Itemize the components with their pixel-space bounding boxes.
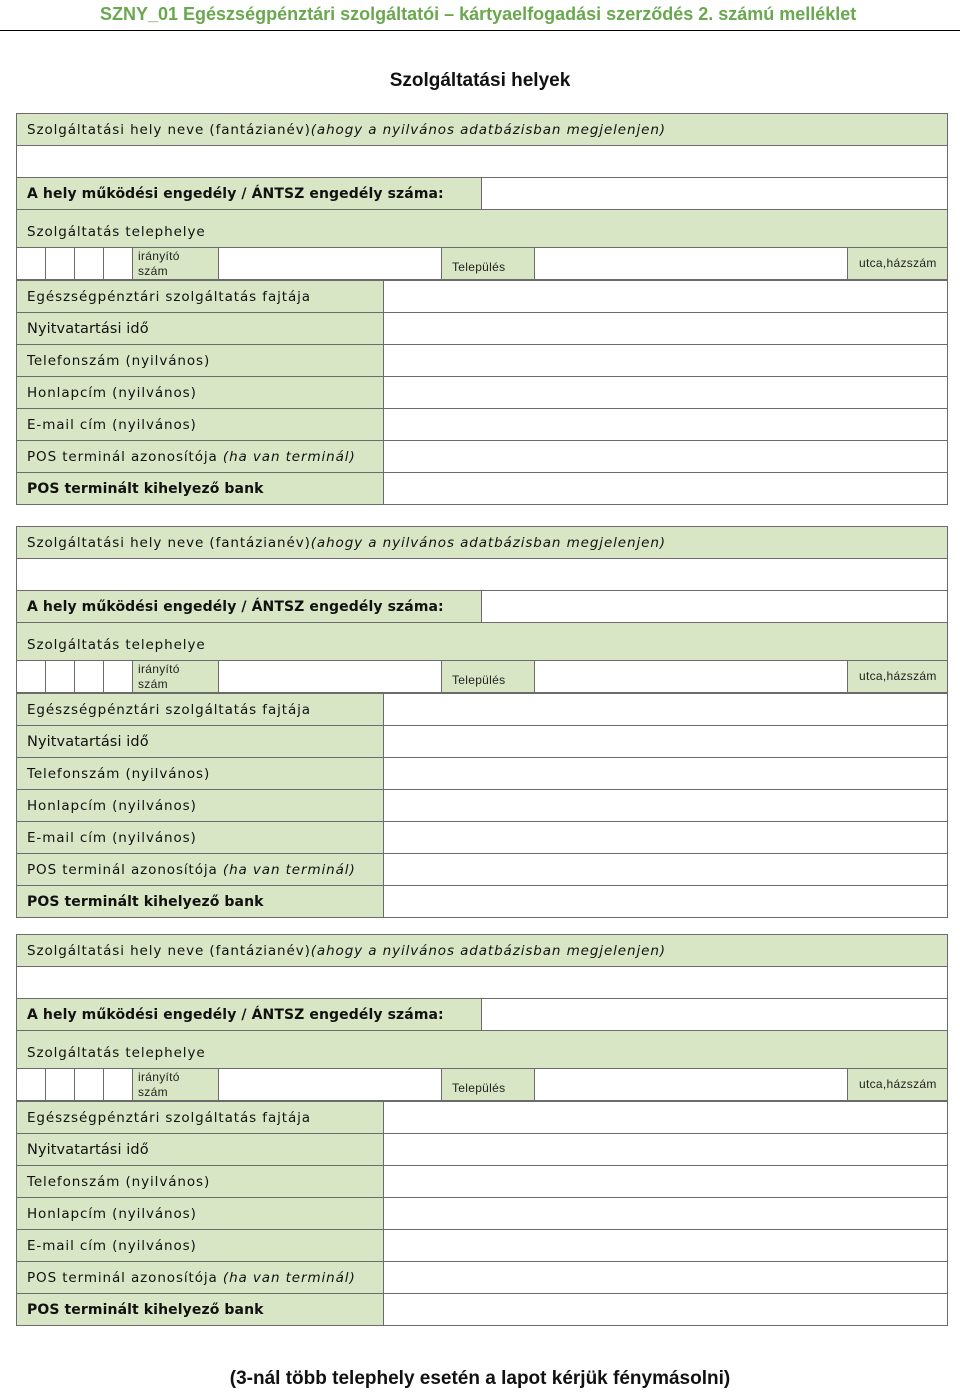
site-label-row [16, 209, 948, 247]
address-row [16, 247, 948, 280]
site-label-row [16, 1030, 948, 1068]
hours-label: Nyitvatartási idő [27, 1141, 149, 1158]
pos-row [16, 853, 948, 886]
name-label: Szolgáltatási hely neve (fantázianév) [27, 121, 311, 138]
footer-note: (3-nál több telephely esetén a lapot kérjük fénymásolni) [229, 1368, 731, 1389]
document-header-title: SZNY_01 Egészségpénztári szolgáltatói – kártyaelfogadási szerződés 2. számú melléklet [100, 4, 857, 24]
site-label-row [16, 622, 948, 660]
hours-label: Nyitvatartási idő [27, 320, 149, 337]
city-input[interactable] [534, 247, 848, 280]
type-input[interactable] [383, 1101, 948, 1134]
web-input[interactable] [383, 376, 948, 409]
license-input[interactable] [481, 177, 948, 210]
name-label-row [16, 934, 948, 967]
zip-digit-2-input[interactable] [45, 247, 75, 280]
license-row [16, 590, 948, 623]
type-input[interactable] [383, 280, 948, 313]
bank-label: POS terminált kihelyező bank [27, 893, 264, 910]
zip-label: irányító szám [138, 662, 180, 691]
email-label: E-mail cím (nyilvános) [27, 829, 197, 846]
email-input[interactable] [383, 408, 948, 441]
address-row [16, 660, 948, 693]
web-row [16, 789, 948, 822]
pos-row [16, 440, 948, 473]
hours-row [16, 312, 948, 345]
pos-label: POS terminál azonosítója [27, 448, 218, 465]
document-header [0, 0, 960, 31]
license-label: A hely működési engedély / ÁNTSZ engedély száma: [27, 1006, 444, 1023]
zip-input[interactable] [218, 247, 442, 280]
phone-input[interactable] [383, 1165, 948, 1198]
site-label: Szolgáltatás telephelye [27, 637, 206, 653]
bank-row [16, 1293, 948, 1326]
site-label: Szolgáltatás telephelye [27, 224, 206, 240]
name-input[interactable] [16, 966, 948, 999]
pos-input[interactable] [383, 440, 948, 473]
phone-row [16, 757, 948, 790]
pos-input[interactable] [383, 853, 948, 886]
zip-digit-3-input[interactable] [74, 1068, 104, 1101]
phone-input[interactable] [383, 344, 948, 377]
web-label: Honlapcím (nyilvános) [27, 384, 197, 401]
bank-input[interactable] [383, 472, 948, 505]
site-label: Szolgáltatás telephelye [27, 1045, 206, 1061]
street-label: utca,házszám [859, 1077, 937, 1091]
name-hint: (ahogy a nyilvános adatbázisban megjelenjen) [310, 121, 666, 138]
web-row [16, 1197, 948, 1230]
type-row [16, 1101, 948, 1134]
web-label: Honlapcím (nyilvános) [27, 797, 197, 814]
hours-input[interactable] [383, 1133, 948, 1166]
type-row [16, 693, 948, 726]
name-input-row [16, 558, 948, 591]
zip-label: irányító szám [138, 1070, 180, 1099]
bank-row [16, 885, 948, 918]
name-label: Szolgáltatási hely neve (fantázianév) [27, 942, 311, 959]
web-input[interactable] [383, 1197, 948, 1230]
email-label: E-mail cím (nyilvános) [27, 416, 197, 433]
name-hint: (ahogy a nyilvános adatbázisban megjelenjen) [310, 942, 666, 959]
hours-input[interactable] [383, 312, 948, 345]
pos-hint: (ha van terminál) [222, 1269, 356, 1286]
type-label: Egészségpénztári szolgáltatás fajtája [27, 288, 311, 305]
license-label: A hely működési engedély / ÁNTSZ engedély száma: [27, 598, 444, 615]
zip-input[interactable] [218, 1068, 442, 1101]
zip-digit-4-input[interactable] [103, 247, 133, 280]
type-row [16, 280, 948, 313]
hours-row [16, 725, 948, 758]
pos-label: POS terminál azonosítója [27, 861, 218, 878]
zip-digit-1-input[interactable] [16, 660, 46, 693]
hours-row [16, 1133, 948, 1166]
web-input[interactable] [383, 789, 948, 822]
zip-digit-2-input[interactable] [45, 660, 75, 693]
name-input[interactable] [16, 145, 948, 178]
city-input[interactable] [534, 660, 848, 693]
license-input[interactable] [481, 998, 948, 1031]
pos-input[interactable] [383, 1261, 948, 1294]
web-label: Honlapcím (nyilvános) [27, 1205, 197, 1222]
phone-input[interactable] [383, 757, 948, 790]
name-label: Szolgáltatási hely neve (fantázianév) [27, 534, 311, 551]
bank-input[interactable] [383, 1293, 948, 1326]
email-row [16, 1229, 948, 1262]
web-row [16, 376, 948, 409]
phone-label: Telefonszám (nyilvános) [27, 352, 211, 369]
phone-row [16, 344, 948, 377]
license-row [16, 177, 948, 210]
bank-row [16, 472, 948, 505]
email-input[interactable] [383, 821, 948, 854]
type-label: Egészségpénztári szolgáltatás fajtája [27, 701, 311, 718]
license-label: A hely működési engedély / ÁNTSZ engedély száma: [27, 185, 444, 202]
zip-digit-4-input[interactable] [103, 1068, 133, 1101]
bank-label: POS terminált kihelyező bank [27, 480, 264, 497]
zip-digit-3-input[interactable] [74, 247, 104, 280]
email-row [16, 821, 948, 854]
hours-label: Nyitvatartási idő [27, 733, 149, 750]
bank-input[interactable] [383, 885, 948, 918]
zip-label: irányító szám [138, 249, 180, 278]
zip-digit-1-input[interactable] [16, 247, 46, 280]
name-input[interactable] [16, 558, 948, 591]
phone-label: Telefonszám (nyilvános) [27, 1173, 211, 1190]
city-label: Település [452, 260, 506, 274]
zip-digit-3-input[interactable] [74, 660, 104, 693]
city-label: Település [452, 673, 506, 687]
street-label: utca,házszám [859, 669, 937, 683]
license-input[interactable] [481, 590, 948, 623]
pos-hint: (ha van terminál) [222, 861, 356, 878]
email-input[interactable] [383, 1229, 948, 1262]
city-input[interactable] [534, 1068, 848, 1101]
name-hint: (ahogy a nyilvános adatbázisban megjelenjen) [310, 534, 666, 551]
phone-row [16, 1165, 948, 1198]
name-input-row [16, 966, 948, 999]
zip-digit-2-input[interactable] [45, 1068, 75, 1101]
hours-input[interactable] [383, 725, 948, 758]
type-label: Egészségpénztári szolgáltatás fajtája [27, 1109, 311, 1126]
pos-label: POS terminál azonosítója [27, 1269, 218, 1286]
name-label-row [16, 526, 948, 559]
name-label-row [16, 113, 948, 146]
zip-digit-4-input[interactable] [103, 660, 133, 693]
bank-label: POS terminált kihelyező bank [27, 1301, 264, 1318]
pos-hint: (ha van terminál) [222, 448, 356, 465]
pos-row [16, 1261, 948, 1294]
page-title: Szolgáltatási helyek [389, 70, 571, 91]
email-row [16, 408, 948, 441]
email-label: E-mail cím (nyilvános) [27, 1237, 197, 1254]
city-label: Település [452, 1081, 506, 1095]
street-label: utca,házszám [859, 256, 937, 270]
zip-input[interactable] [218, 660, 442, 693]
type-input[interactable] [383, 693, 948, 726]
phone-label: Telefonszám (nyilvános) [27, 765, 211, 782]
address-row [16, 1068, 948, 1101]
zip-digit-1-input[interactable] [16, 1068, 46, 1101]
license-row [16, 998, 948, 1031]
name-input-row [16, 145, 948, 178]
